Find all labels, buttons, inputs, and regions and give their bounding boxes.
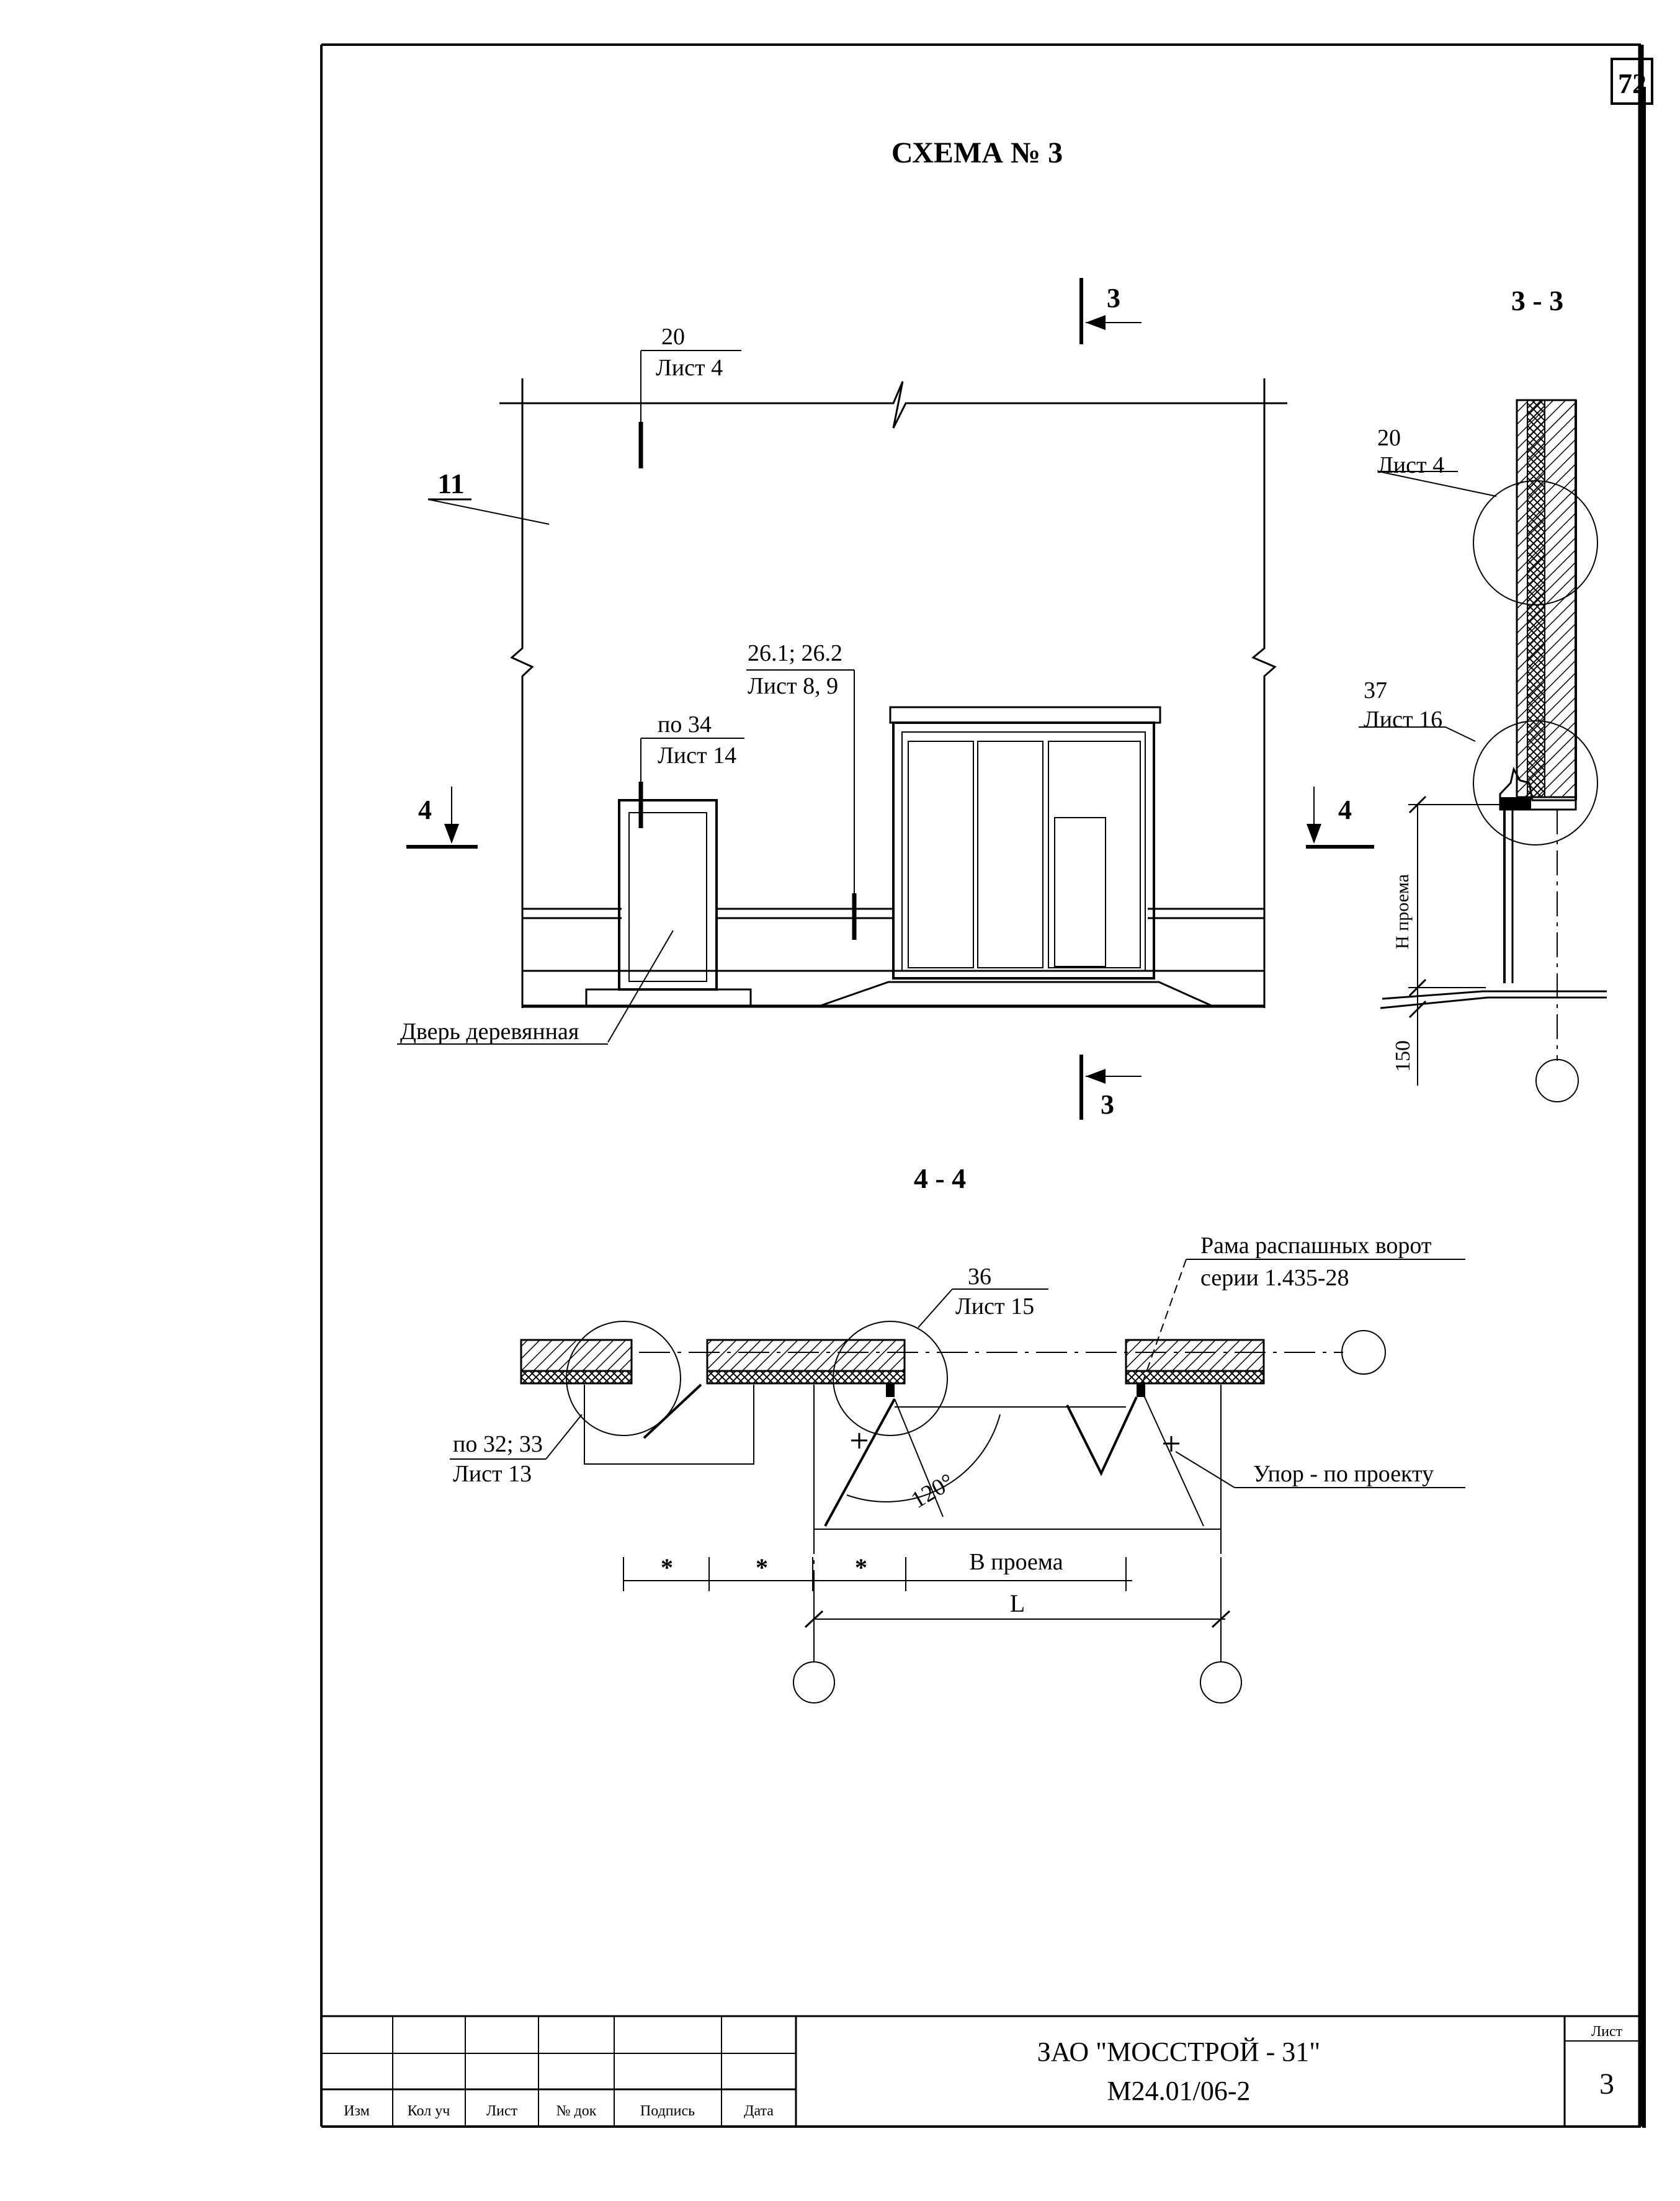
cut-4-left-label: 4 [418,795,432,825]
cut-3-bottom-label: 3 [1101,1089,1114,1120]
cut-marker-3-top [1081,278,1142,344]
cut-4-right-label: 4 [1338,795,1352,825]
frame-label-line-1: Рама распашных ворот [1200,1233,1432,1259]
sheet-label: Лист [1591,2024,1623,2040]
dimension-l: L [1009,1589,1025,1617]
frame-label-line-2: серии 1.435-28 [1200,1265,1349,1291]
callout-20-sheet: Лист 4 [656,355,723,381]
column-doc-number: № док [556,2103,597,2119]
cut-marker-3-bottom [1081,1055,1142,1120]
column-date: Дата [744,2103,774,2119]
page-number-box [1612,59,1652,104]
section-3-3-callout-20-sheet: Лист 4 [1377,452,1445,478]
callout-34-sheet: Лист 14 [658,743,737,769]
column-signature: Подпись [640,2103,695,2119]
cut-marker-4-right [1306,787,1374,847]
dimension-star-3: * [855,1553,867,1581]
angle-label: 120° [906,1468,959,1514]
cut-3-top-label: 3 [1107,283,1120,313]
callout-26-elevation [746,640,854,940]
section-4-4-callout-32-number: по 32; 33 [453,1431,543,1457]
section-4-4-callout-32-sheet: Лист 13 [453,1461,532,1487]
callout-34-number: по 34 [658,712,712,738]
section-3-3-callout-37-number: 37 [1364,677,1387,703]
sheet-number: 3 [1599,2068,1614,2101]
column-izm: Изм [344,2103,370,2119]
section-4-4-callout-36-number: 36 [968,1264,991,1290]
dimension-b-opening: В проема [969,1549,1063,1575]
drawing-title: СХЕМА № 3 [891,136,1063,169]
sheet-frame [321,45,1644,2128]
column-list: Лист [486,2103,518,2119]
section-3-3-dim-150: 150 [1392,1040,1414,1072]
section-4-4-title: 4 - 4 [913,1163,967,1194]
company-name: ЗАО "МОССТРОЙ - 31" [1037,2037,1321,2067]
document-code: М24.01/06-2 [1107,2076,1251,2106]
section-3-3-callout-37-sheet: Лист 16 [1364,707,1443,733]
stop-label: Упор - по проекту [1253,1461,1434,1487]
section-3-3-drawing [1359,400,1607,1102]
mark-11: 11 [437,468,465,499]
callout-20-number: 20 [661,324,685,350]
callout-26-sheet: Лист 8, 9 [748,673,839,699]
callout-34-elevation [641,712,744,828]
callout-26-number: 26.1; 26.2 [748,640,843,666]
section-3-3-title: 3 - 3 [1511,285,1564,316]
door-label: Дверь деревянная [400,1019,579,1045]
section-3-3-h-opening: Н проема [1392,874,1413,949]
column-kol-uch: Кол уч [407,2103,450,2119]
dimension-star-2: * [756,1553,768,1581]
page-number: 72 [1618,68,1646,99]
callout-20-elevation [641,324,741,468]
dimension-star-1: * [661,1553,673,1581]
title-block [321,2016,1641,2127]
facade-elevation [397,378,1287,1044]
section-3-3-callout-20-number: 20 [1377,425,1401,451]
section-4-4-callout-36-sheet: Лист 15 [955,1293,1035,1319]
cut-marker-4-left [406,787,478,847]
